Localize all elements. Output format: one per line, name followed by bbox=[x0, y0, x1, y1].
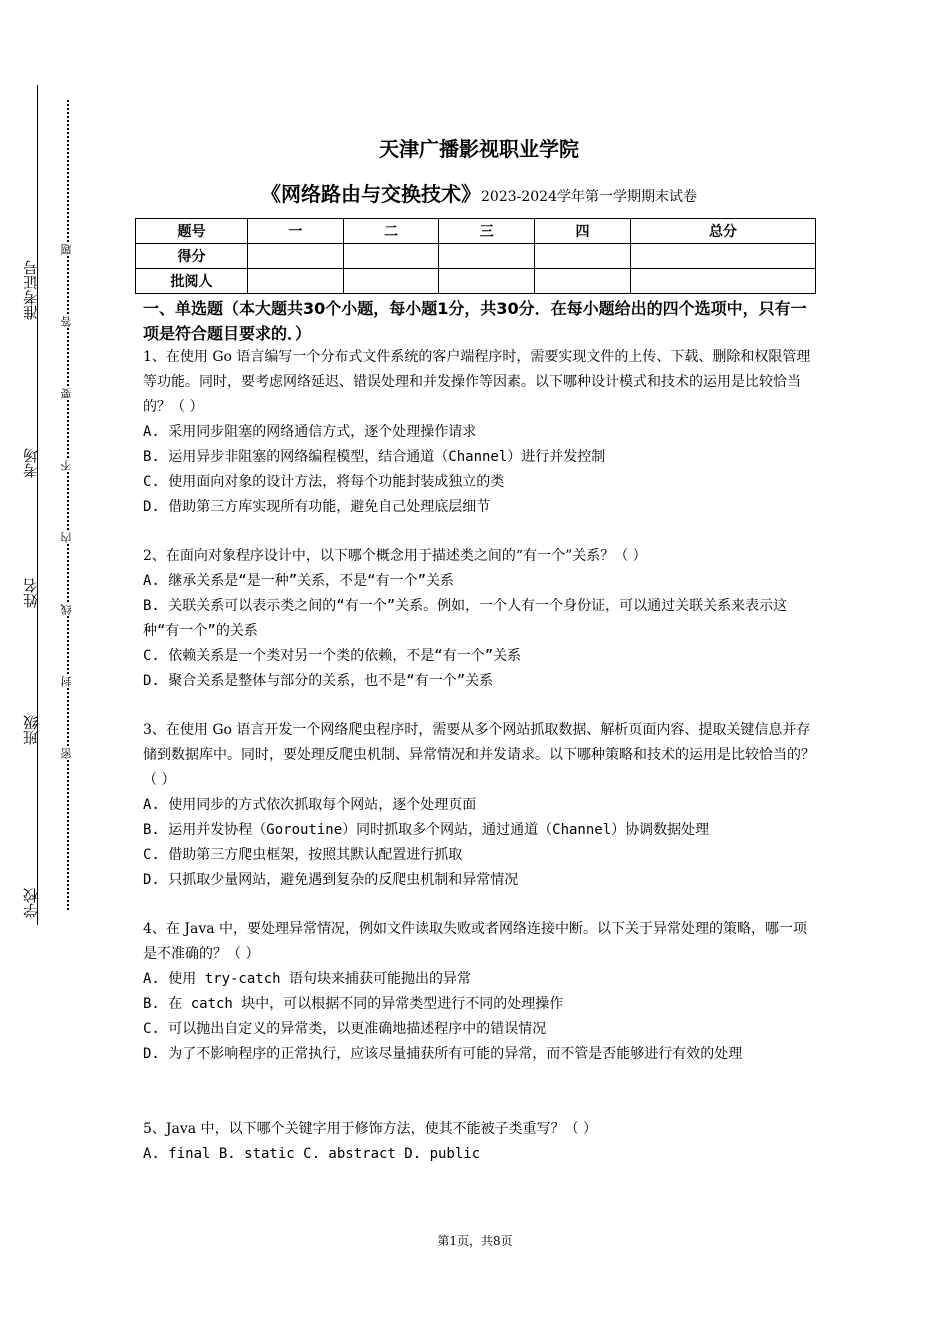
seal-char: 题 bbox=[60, 244, 73, 255]
option-b: B. 运用并发协程（Goroutine）同时抓取多个网站，通过通道（Channel）协调数据处理 bbox=[143, 822, 710, 838]
name-field: 姓名 bbox=[22, 578, 40, 608]
score-table-header-cell: 总分 bbox=[630, 219, 815, 244]
option-b: B. 在 catch 块中，可以根据不同的异常类型进行不同的处理操作 bbox=[143, 996, 564, 1012]
score-row-label: 得分 bbox=[136, 244, 248, 269]
page-number: 第1页，共8页 bbox=[437, 1234, 513, 1248]
school-field: 学校 bbox=[22, 888, 40, 918]
option-c: C. 借助第三方爬虫框架，按照其默认配置进行抓取 bbox=[143, 847, 463, 863]
exam-subtitle bbox=[143, 178, 815, 207]
score-table-row bbox=[136, 269, 816, 294]
score-table-header-cell: 三 bbox=[439, 219, 535, 244]
option-c: C. 依赖关系是一个类对另一个类的依赖，不是“有一个”关系 bbox=[143, 648, 522, 664]
seal-char: 密 bbox=[60, 748, 73, 759]
seal-char: 内 bbox=[60, 532, 73, 543]
score-cell[interactable] bbox=[630, 269, 815, 294]
question-4 bbox=[143, 917, 815, 1067]
option-a: A. 采用同步阻塞的网络通信方式，逐个处理操作请求 bbox=[143, 424, 477, 440]
score-table bbox=[135, 218, 816, 294]
option-b: B. 运用异步非阻塞的网络编程模型，结合通道（Channel）进行并发控制 bbox=[143, 449, 606, 465]
question-5 bbox=[143, 1117, 815, 1167]
score-table-header bbox=[136, 219, 816, 244]
option-a: A. 使用同步的方式依次抓取每个网站，逐个处理页面 bbox=[143, 797, 477, 813]
question-3 bbox=[143, 718, 815, 893]
score-table-header-cell: 一 bbox=[248, 219, 344, 244]
option-a: A. 继承关系是“是一种”关系，不是“有一个”关系 bbox=[143, 573, 454, 589]
score-row-label: 批阅人 bbox=[136, 269, 248, 294]
exam-room-field: 考场 bbox=[22, 448, 40, 478]
score-cell[interactable] bbox=[248, 269, 344, 294]
seal-char: 要 bbox=[60, 388, 73, 399]
score-cell[interactable] bbox=[343, 269, 439, 294]
score-cell[interactable] bbox=[535, 269, 631, 294]
score-cell[interactable] bbox=[535, 244, 631, 269]
option-d: D. 借助第三方库实现所有功能，避免自己处理底层细节 bbox=[143, 499, 491, 515]
question-stem: 3、在使用 Go 语言开发一个网络爬虫程序时，需要从多个网站抓取数据、解析页面内容、提取关键信息并存储到数据库中。同时，要处理反爬虫机制、异常情况和并发请求。以下哪种策略和技术的运用是比较恰当的？（ ） bbox=[143, 722, 815, 788]
option-c: C. 可以抛出自定义的异常类，以更准确地描述程序中的错误情况 bbox=[143, 1021, 547, 1037]
binding-margin bbox=[0, 0, 80, 1344]
score-table-row bbox=[136, 244, 816, 269]
option-d: D. 为了不影响程序的正常执行，应该尽量捕获所有可能的异常，而不管是否能够进行有效的处理 bbox=[143, 1046, 743, 1062]
option-d: D. 只抓取少量网站，避免遇到复杂的反爬虫机制和异常情况 bbox=[143, 872, 519, 888]
option-b: B. 关联关系可以表示类之间的“有一个”关系。例如，一个人有一个身份证，可以通过关联关系来表示这种“有一个”的关系 bbox=[143, 598, 788, 639]
score-cell[interactable] bbox=[630, 244, 815, 269]
score-cell[interactable] bbox=[439, 269, 535, 294]
exam-number-field: 准考证号 bbox=[22, 260, 40, 320]
option-c: C. 使用面向对象的设计方法，将每个功能封装成独立的类 bbox=[143, 474, 505, 490]
option-a: A. 使用 try-catch 语句块来捕获可能抛出的异常 bbox=[143, 971, 472, 987]
course-name: 《网络路由与交换技术》 bbox=[261, 182, 481, 206]
seal-char: 线 bbox=[60, 604, 73, 615]
question-stem: 4、在 Java 中，要处理异常情况，例如文件读取失败或者网络连接中断。以下关于异常处理的策略，哪一项是不准确的？（ ） bbox=[143, 921, 808, 962]
seal-char: 封 bbox=[60, 676, 73, 687]
score-table-header-cell: 二 bbox=[343, 219, 439, 244]
question-1 bbox=[143, 345, 815, 520]
seal-char: 不 bbox=[60, 460, 73, 471]
question-stem: 2、在面向对象程序设计中，以下哪个概念用于描述类之间的“有一个”关系？（ ） bbox=[143, 548, 647, 564]
score-table-header-cell: 题号 bbox=[136, 219, 248, 244]
options-inline: A. final B. static C. abstract D. public bbox=[143, 1146, 481, 1162]
score-table-header-cell: 四 bbox=[535, 219, 631, 244]
section-heading: 一、单选题（本大题共30个小题，每小题1分，共30分．在每小题给出的四个选项中，只有一项是符合题目要求的．） bbox=[143, 299, 807, 343]
margin-solid-line bbox=[37, 85, 38, 925]
seal-dotted-line bbox=[67, 100, 69, 910]
exam-term: 2023-2024学年第一学期期末试卷 bbox=[481, 189, 697, 205]
question-stem: 5、Java 中，以下哪个关键字用于修饰方法，使其不能被子类重写？（ ） bbox=[143, 1121, 598, 1137]
score-cell[interactable] bbox=[439, 244, 535, 269]
question-2 bbox=[143, 544, 815, 694]
class-field: 班级 bbox=[22, 715, 40, 745]
score-cell[interactable] bbox=[248, 244, 344, 269]
school-title: 天津广播影视职业学院 bbox=[379, 137, 579, 161]
seal-char: 答 bbox=[60, 316, 73, 327]
option-d: D. 聚合关系是整体与部分的关系，也不是“有一个”关系 bbox=[143, 673, 494, 689]
score-cell[interactable] bbox=[343, 244, 439, 269]
question-stem: 1、在使用 Go 语言编写一个分布式文件系统的客户端程序时，需要实现文件的上传、下载、删除和权限管理等功能。同时，要考虑网络延迟、错误处理和并发操作等因素。以下哪种设计模式和技术的运用是比较恰当的？（ ） bbox=[143, 349, 811, 415]
